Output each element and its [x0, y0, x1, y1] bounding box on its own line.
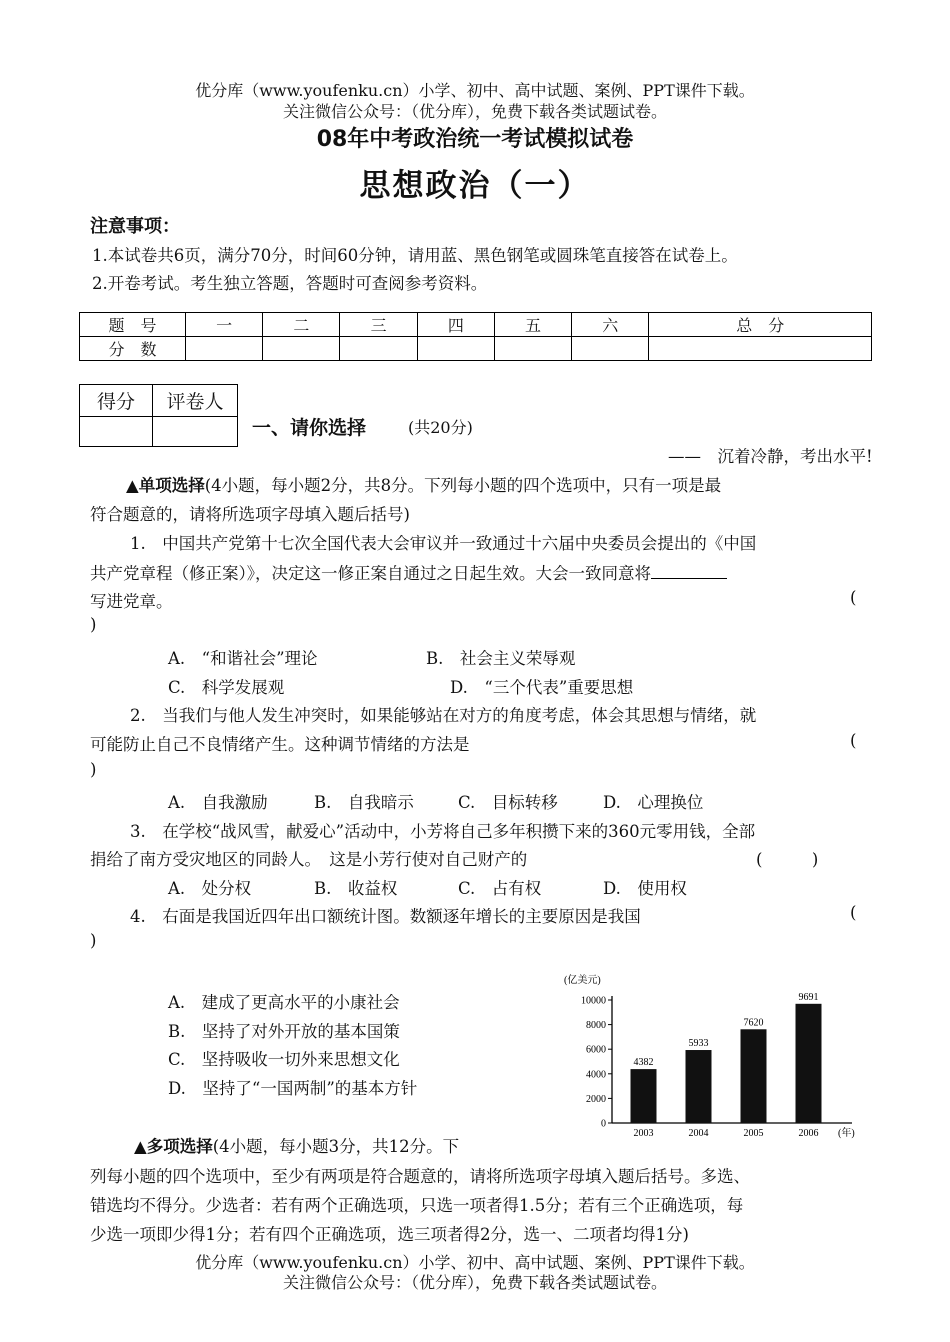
- multi-choice-intro-4: 少选一项即少得1分；若有四个正确选项，选三项者得2分，选一、二项者均得1分): [90, 1225, 689, 1244]
- chart-layer: [564, 973, 855, 1139]
- grader-name-cell[interactable]: [153, 417, 238, 447]
- x-tick-label: 2005: [743, 1128, 764, 1139]
- bar-value-label: 4382: [633, 1057, 654, 1069]
- section-1-score: (共20分): [408, 418, 473, 437]
- notice-item-2: 2.开卷考试。考生独立答题，答题时可查阅参考资料。: [92, 274, 488, 293]
- q1-line-3: 写进党章。: [90, 592, 173, 611]
- bar-value-label: 9691: [798, 991, 819, 1003]
- section-1-title: 一、请你选择: [252, 417, 367, 439]
- q2-line-2: 可能防止自己不良情绪产生。这种调节情绪的方法是: [90, 735, 470, 754]
- q3-option-d[interactable]: D. 使用权: [603, 879, 687, 898]
- single-choice-intro-1: [126, 472, 721, 496]
- q4-option-a[interactable]: A. 建成了更高水平的小康社会: [168, 993, 400, 1012]
- footer-line-2: 关注微信公众号：（优分库），免费下载各类试题试卷。: [282, 1273, 667, 1292]
- grader-score-label: 得分: [80, 385, 153, 417]
- grader-box: [79, 384, 238, 447]
- multi-choice-intro-2: 列每小题的四个选项中，至少有两项是符合题意的，请将所选项字母填入题后括号。多选、: [90, 1167, 750, 1186]
- y-tick-label: 10000: [581, 995, 606, 1007]
- bar: [741, 1029, 767, 1123]
- y-tick-label: 0: [601, 1118, 606, 1130]
- multi-choice-intro-3: 错选均不得分。少选者：若有两个正确选项，只选一项者得1.5分；若有三个正确选项，每: [90, 1196, 744, 1215]
- q1-line-2-text: 共产党章程（修正案）》，决定这一修正案自通过之日起生效。大会一致同意将: [90, 564, 651, 583]
- y-tick-label: 6000: [586, 1044, 606, 1056]
- multi-choice-heading: ▲多项选择: [134, 1137, 213, 1156]
- score-table-col-5: 五: [494, 313, 571, 337]
- score-cell[interactable]: [186, 337, 263, 361]
- footer-line-1: 优分库（www.youfenku.cn）小学、初中、高中试题、案例、PPT课件下载。: [195, 1253, 755, 1272]
- score-table-row-label: 分 数: [80, 337, 186, 361]
- q2-line-1: 2. 当我们与他人发生冲突时，如果能够站在对方的角度考虑，体会其思想与情绪，就: [130, 706, 757, 725]
- q1-option-b[interactable]: B. 社会主义荣辱观: [426, 649, 576, 668]
- q3-line-2: 捐给了南方受灾地区的同龄人。 这是小芳行使对自己财产的: [90, 850, 528, 869]
- q4-paren-open[interactable]: (: [850, 903, 857, 922]
- grader-name-label: 评卷人: [153, 385, 238, 417]
- notice-heading: 注意事项：: [90, 216, 180, 237]
- q1-paren-open[interactable]: (: [850, 588, 857, 607]
- y-tick-label: 2000: [586, 1093, 606, 1105]
- export-bar-chart: [560, 968, 860, 1140]
- score-table-col-6: 六: [572, 313, 649, 337]
- q2-paren-close: ): [90, 760, 97, 779]
- score-table-col-2: 二: [263, 313, 340, 337]
- q2-option-d[interactable]: D. 心理换位: [603, 793, 704, 812]
- q3-option-b[interactable]: B. 收益权: [314, 879, 398, 898]
- score-table: [79, 312, 872, 361]
- x-tick-label: 2003: [633, 1128, 654, 1139]
- notice-item-1: 1.本试卷共6页，满分70分，时间60分钟，请用蓝、黑色钢笔或圆珠笔直接答在试卷上。: [92, 246, 738, 265]
- score-table-col-4: 四: [417, 313, 494, 337]
- q2-paren-open[interactable]: (: [850, 731, 857, 750]
- q4-option-c[interactable]: C. 坚持吸收一切外来思想文化: [168, 1050, 400, 1069]
- q2-option-c[interactable]: C. 目标转移: [458, 793, 558, 812]
- q1-line-1: 1. 中国共产党第十七次全国代表大会审议并一致通过十六届中央委员会提出的《中国: [130, 534, 757, 553]
- y-tick-label: 4000: [586, 1069, 606, 1081]
- score-cell[interactable]: [263, 337, 340, 361]
- header-line-2: 关注微信公众号：（优分库），免费下载各类试题试卷。: [282, 102, 667, 121]
- score-cell[interactable]: [340, 337, 417, 361]
- score-table-col-1: 一: [186, 313, 263, 337]
- x-axis-unit-label: (年): [838, 1128, 855, 1139]
- q3-line-1: 3. 在学校“战风雪，献爱心”活动中，小芳将自己多年积攒下来的360元零用钱，全部: [130, 822, 756, 841]
- header-line-1: 优分库（www.youfenku.cn）小学、初中、高中试题、案例、PPT课件下载。: [195, 81, 755, 100]
- bar-value-label: 5933: [688, 1038, 709, 1050]
- multi-choice-intro-1: [134, 1133, 459, 1157]
- bar: [686, 1050, 712, 1123]
- q1-blank[interactable]: [651, 563, 727, 579]
- score-cell[interactable]: [649, 337, 872, 361]
- exam-title: 08年中考政治统一考试模拟试卷: [316, 127, 634, 152]
- q2-option-a[interactable]: A. 自我激励: [168, 793, 268, 812]
- x-tick-label: 2006: [798, 1128, 819, 1139]
- score-table-col-3: 三: [340, 313, 417, 337]
- q4-paren-close: ): [90, 931, 97, 950]
- score-cell[interactable]: [572, 337, 649, 361]
- bar: [796, 1004, 822, 1123]
- q4-option-b[interactable]: B. 坚持了对外开放的基本国策: [168, 1022, 400, 1041]
- q1-line-2: [90, 560, 727, 584]
- multi-choice-intro-text: (4小题，每小题3分，共12分。下: [212, 1137, 460, 1156]
- score-table-col-total: 总 分: [649, 313, 872, 337]
- grader-score-cell[interactable]: [80, 417, 153, 447]
- single-choice-heading: ▲单项选择: [126, 476, 205, 495]
- q4-line-1: 4. 右面是我国近四年出口额统计图。数额逐年增长的主要原因是我国: [130, 907, 641, 926]
- q3-paren[interactable]: ( ): [756, 850, 819, 869]
- score-cell[interactable]: [417, 337, 494, 361]
- score-cell[interactable]: [494, 337, 571, 361]
- single-choice-intro-2: 符合题意的，请将所选项字母填入题后括号): [90, 505, 410, 524]
- q3-option-a[interactable]: A. 处分权: [168, 879, 252, 898]
- exam-subtitle: 思想政治（一）: [359, 168, 591, 204]
- bar: [631, 1069, 657, 1123]
- bar-value-label: 7620: [743, 1017, 764, 1029]
- q1-option-d[interactable]: D. “三个代表”重要思想: [450, 678, 634, 697]
- single-choice-intro-text: (4小题，每小题2分，共8分。下列每小题的四个选项中，只有一项是最: [204, 476, 722, 495]
- q2-option-b[interactable]: B. 自我暗示: [314, 793, 414, 812]
- x-tick-label: 2004: [688, 1128, 709, 1139]
- q1-paren-close: ): [90, 615, 97, 634]
- q3-option-c[interactable]: C. 占有权: [458, 879, 542, 898]
- q1-option-a[interactable]: A. “和谐社会”理论: [168, 649, 318, 668]
- y-axis-unit-label: (亿美元): [564, 975, 601, 986]
- q1-option-c[interactable]: C. 科学发展观: [168, 678, 285, 697]
- q4-option-d[interactable]: D. 坚持了“一国两制”的基本方针: [168, 1079, 418, 1098]
- y-tick-label: 8000: [586, 1020, 606, 1032]
- section-1-motto: —— 沉着冷静，考出水平!: [668, 447, 873, 466]
- score-table-header-label: 题 号: [80, 313, 186, 337]
